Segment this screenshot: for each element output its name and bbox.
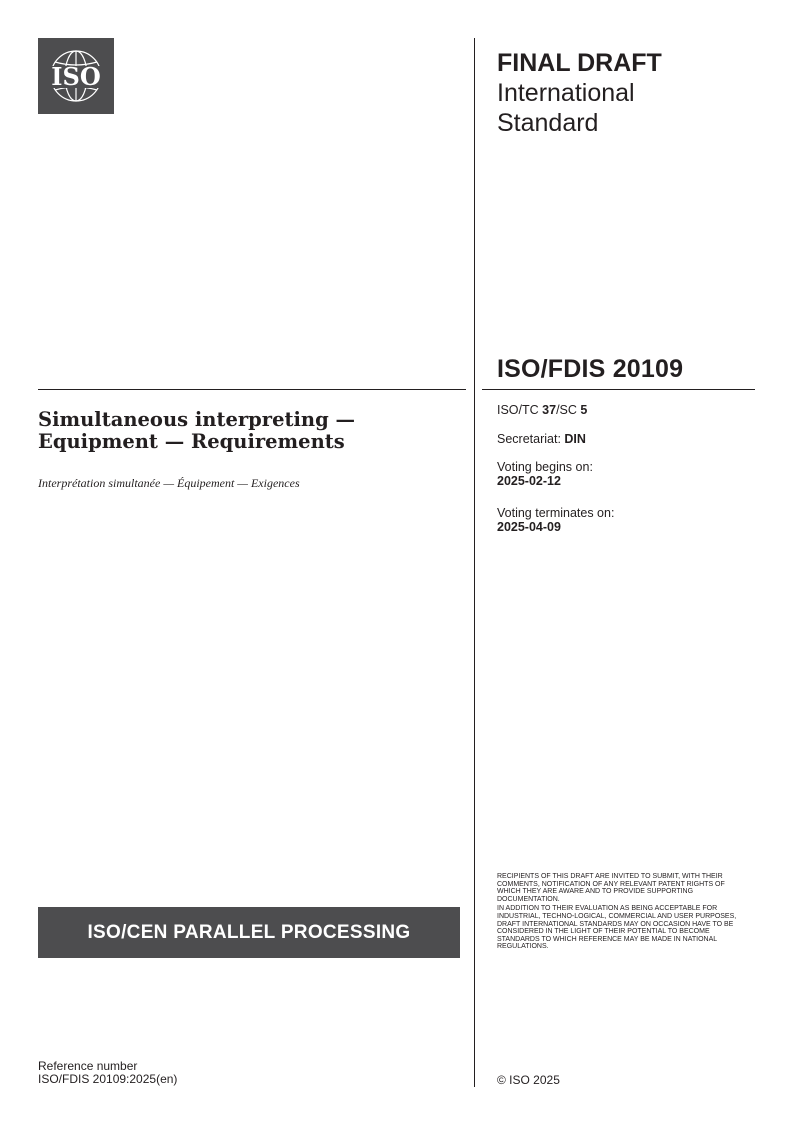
iso-logo	[38, 38, 114, 114]
voting-ends-date: 2025-04-09	[497, 520, 561, 534]
reference-number	[38, 1060, 177, 1085]
globe-icon	[38, 38, 114, 114]
voting-begins-label: Voting begins on:	[497, 460, 593, 474]
reference-value: ISO/FDIS 20109:2025(en)	[38, 1071, 178, 1086]
copyright: © ISO 2025	[497, 1073, 560, 1087]
document-number: ISO/FDIS 20109	[497, 355, 684, 383]
doc-type-line-2: International	[497, 79, 635, 107]
secretariat-label: Secretariat:	[497, 432, 565, 446]
notice-paragraph-1: RECIPIENTS OF THIS DRAFT ARE INVITED TO SUBMIT, WITH THEIR COMMENTS, NOTIFICATION OF ANY RELEVANT PATENT RIGHTS OF WHICH THEY ARE AWARE AND TO PROVIDE SUPPORTING DOCUMENTATION.	[497, 873, 725, 903]
committee	[497, 403, 587, 417]
horizontal-divider-left	[38, 389, 466, 390]
logo-text: ISO	[51, 62, 101, 91]
title-english	[38, 409, 458, 453]
doc-type-line-3: Standard	[497, 109, 599, 137]
draft-notice	[497, 873, 749, 953]
vertical-divider	[474, 38, 475, 1087]
parallel-processing-banner: ISO/CEN PARALLEL PROCESSING	[38, 907, 460, 958]
secretariat	[497, 432, 586, 446]
committee-prefix: ISO/TC	[497, 403, 543, 417]
committee-tc: 37	[542, 403, 557, 417]
voting-ends-label: Voting terminates on:	[497, 506, 615, 520]
horizontal-divider-right	[482, 389, 755, 390]
secretariat-value: DIN	[564, 432, 586, 446]
title-french: Interprétation simultanée — Équipement — Exigences	[38, 476, 300, 490]
voting-begins	[497, 460, 593, 488]
voting-begins-date: 2025-02-12	[497, 474, 561, 488]
reference-label: Reference number	[38, 1059, 138, 1073]
notice-paragraph-2: IN ADDITION TO THEIR EVALUATION AS BEING ACCEPTABLE FOR INDUSTRIAL, TECHNO-LOGICAL, COMMERCIAL AND USER PURPOSES, DRAFT INTERNATIONAL STANDARDS MAY ON OCCASION HAVE TO BE CONSIDERED IN THE LIGHT OF THEIR POTENTIAL TO BECOME STANDARDS TO WHICH REFERENCE MAY BE MADE IN NATIONAL REGULATIONS.	[497, 905, 737, 951]
title-line-1: Simultaneous interpreting —	[38, 408, 355, 431]
title-line-2: Equipment — Requirements	[38, 430, 345, 453]
voting-ends	[497, 506, 614, 534]
committee-sep: /SC	[556, 403, 581, 417]
committee-sc: 5	[580, 403, 588, 417]
document-type	[497, 48, 747, 138]
doc-type-line-1: FINAL DRAFT	[497, 49, 662, 77]
